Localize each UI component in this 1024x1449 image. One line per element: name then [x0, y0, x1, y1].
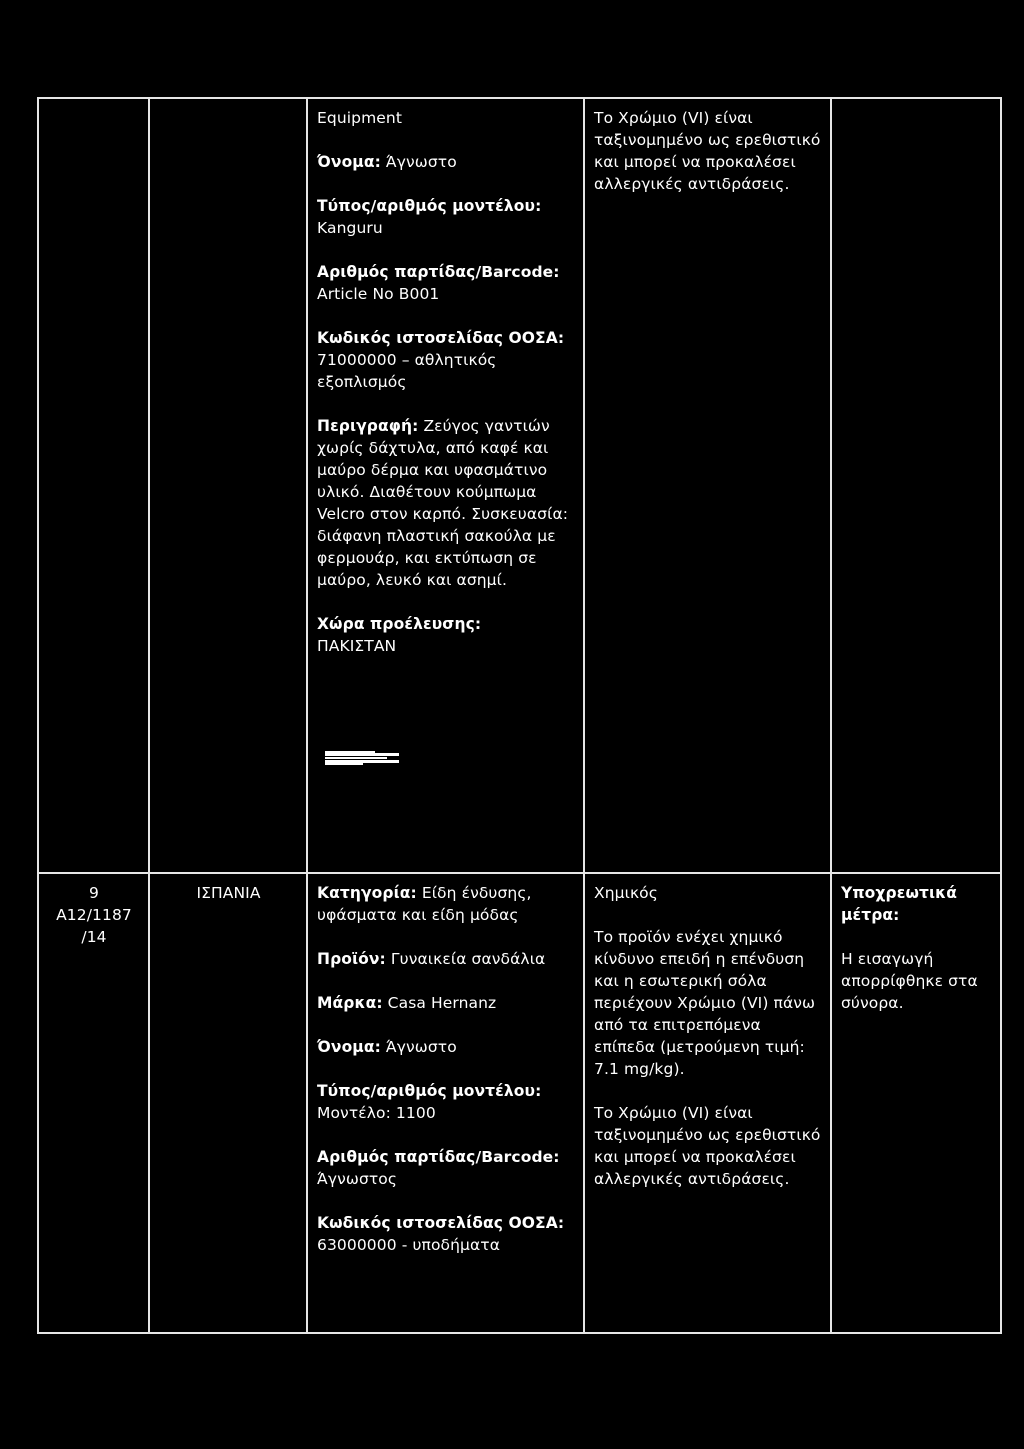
country-cell: [149, 873, 307, 1333]
model-value: Kanguru: [317, 219, 383, 237]
product-batch: [317, 261, 575, 305]
model-label: Τύπος/αριθμός μοντέλου:: [317, 197, 542, 215]
measures-text: Η εισαγωγή απορρίφθηκε στα σύνορα.: [841, 950, 978, 1012]
product-description: [317, 415, 575, 591]
oecd-value: 63000000 - υποδήματα: [317, 1236, 501, 1254]
batch-label: Αριθμός παρτίδας/Barcode:: [317, 263, 560, 281]
table-row: [38, 98, 1001, 873]
alert-reference: A12/1187 /14: [56, 906, 132, 946]
product-brand: [317, 992, 575, 1014]
item-value: Γυναικεία σανδάλια: [390, 950, 546, 968]
item-label: Προϊόν:: [317, 950, 386, 968]
origin-label: Χώρα προέλευσης:: [317, 615, 482, 633]
measures-label: [841, 882, 992, 926]
name-label: Όνομα:: [317, 153, 381, 171]
model-value: Μοντέλο: 1100: [317, 1104, 436, 1122]
brand-value: Casa Hernanz: [387, 994, 497, 1012]
brand-label: Μάρκα:: [317, 994, 383, 1012]
product-cell: [307, 98, 584, 873]
product-name: [317, 151, 575, 173]
product-model: [317, 195, 575, 239]
alerts-table: [37, 97, 1002, 1334]
oecd-label: Κωδικός ιστοσελίδας ΟΟΣΑ:: [317, 329, 565, 347]
product-model: [317, 1080, 575, 1124]
risk-cell: [584, 98, 831, 873]
description-value: Ζεύγος γαντιών χωρίς δάχτυλα, από καφέ και μαύρο δέρμα και υφασμάτινο υλικό. Διαθέτουν κούμπωμα Velcro στον καρπό. Συσκευασία: διάφανη πλαστική σακούλα με φερμουάρ, και εκτύπωση σε μαύρο, λευκό και ασημί.: [317, 417, 569, 589]
category-value: Είδη ένδυσης, υφάσματα και είδη μόδας: [317, 884, 532, 924]
risk-description: Το προϊόν ενέχει χημικό κίνδυνο επειδή η επένδυση και η εσωτερική σόλα περιέχουν Χρώμιο (VI) πάνω από τα επιτρεπόμενα επίπεδα (μετρούμενη τιμή: 7.1 mg/kg).: [594, 928, 816, 1078]
product-name: [317, 1036, 575, 1058]
description-label: Περιγραφή:: [317, 417, 419, 435]
product-origin: [317, 613, 575, 657]
measures-cell: [831, 98, 1001, 873]
number-cell: [38, 98, 149, 873]
origin-value: ΠΑΚΙΣΤΑΝ: [317, 637, 397, 655]
name-value: Άγνωστο: [385, 153, 457, 171]
table-row: [38, 873, 1001, 1333]
measures-label-text: Υποχρεωτικά μέτρα:: [841, 884, 958, 924]
country-cell: [149, 98, 307, 873]
risk-type: Χημικός: [594, 884, 658, 902]
model-label: Τύπος/αριθμός μοντέλου:: [317, 1082, 542, 1100]
product-type: [317, 948, 575, 970]
oecd-label: Κωδικός ιστοσελίδας ΟΟΣΑ:: [317, 1214, 565, 1232]
product-category: [317, 882, 575, 926]
oecd-value: 71000000 – αθλητικός εξοπλισμός: [317, 351, 497, 391]
product-oecd-code: [317, 1212, 575, 1256]
equipment-text: Equipment: [317, 109, 403, 127]
risk-cell: [584, 873, 831, 1333]
risk-text: Το Χρώμιο (VI) είναι ταξινομημένο ως ερεθιστικό και μπορεί να προκαλέσει αλλεργικές αντιδράσεις.: [594, 109, 821, 193]
category-label: Κατηγορία:: [317, 884, 417, 902]
number-cell: [38, 873, 149, 1333]
batch-label: Αριθμός παρτίδας/Barcode:: [317, 1148, 560, 1166]
product-batch: [317, 1146, 575, 1190]
risk-classification: Το Χρώμιο (VI) είναι ταξινομημένο ως ερεθιστικό και μπορεί να προκαλέσει αλλεργικές αντιδράσεις.: [594, 1104, 821, 1188]
name-value: Άγνωστο: [385, 1038, 457, 1056]
name-label: Όνομα:: [317, 1038, 381, 1056]
batch-value: Article No B001: [317, 285, 440, 303]
alert-number: 9: [89, 884, 99, 902]
measures-cell: [831, 873, 1001, 1333]
product-cell: [307, 873, 584, 1333]
batch-value: Άγνωστος: [317, 1170, 398, 1188]
notifying-country: ΙΣΠΑΝΙΑ: [196, 884, 261, 902]
barcode-image: [325, 751, 399, 765]
product-oecd-code: [317, 327, 575, 393]
